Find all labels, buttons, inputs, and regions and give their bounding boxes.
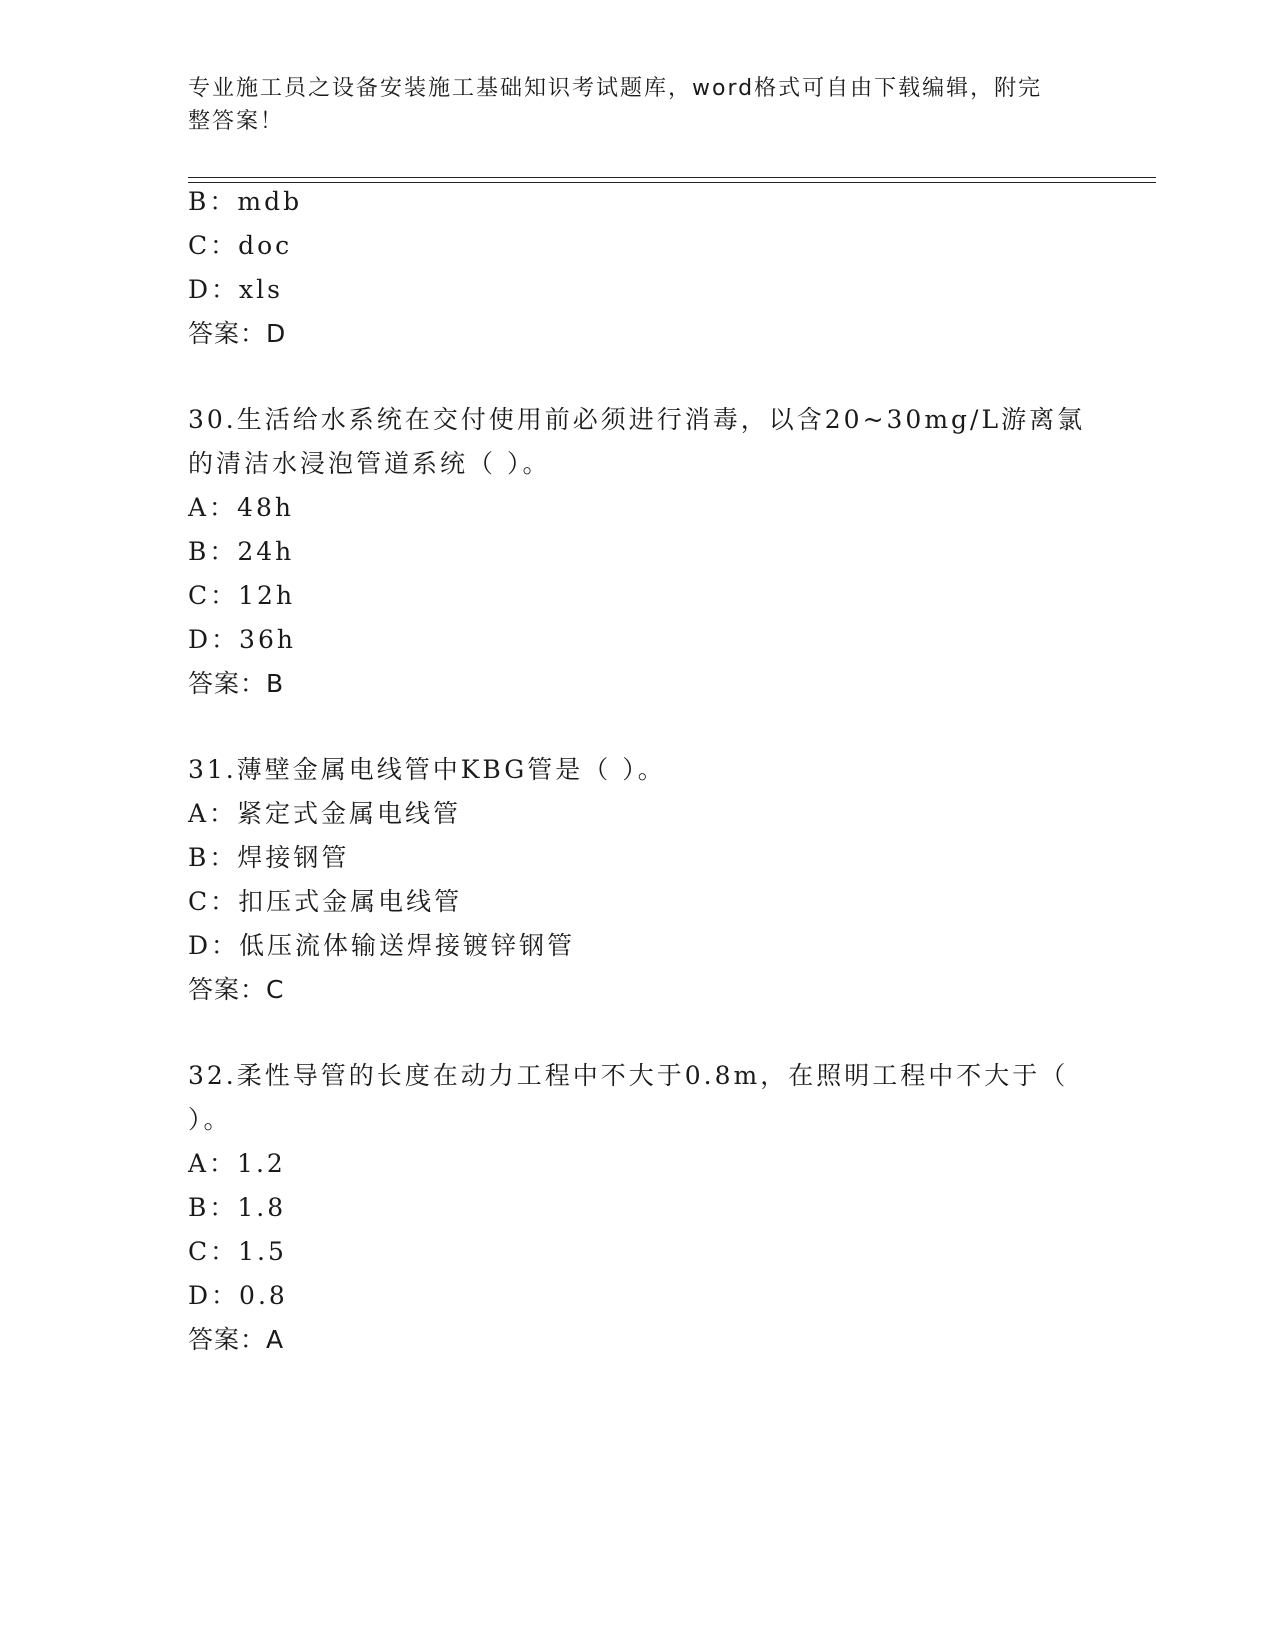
- option-d: D：xls: [188, 275, 283, 304]
- header-rule-bottom: [188, 182, 1156, 183]
- option-b: B：24h: [188, 537, 295, 566]
- header-line: 整答案！: [188, 109, 285, 134]
- option-a: A：48h: [188, 493, 294, 522]
- question-text: ）。: [188, 1105, 232, 1134]
- answer-line: 答案：D: [188, 319, 287, 348]
- option-c: C：12h: [188, 581, 296, 610]
- header-rule-top: [188, 177, 1156, 178]
- option-c: C：扣压式金属电线管: [188, 887, 463, 916]
- answer-line: 答案：B: [188, 669, 285, 698]
- option-c: C：1.5: [188, 1237, 287, 1266]
- question-text: 30.生活给水系统在交付使用前必须进行消毒，以含20~30mg/L游离氯: [188, 405, 1086, 434]
- answer-line: 答案：A: [188, 1325, 285, 1354]
- option-d: D：低压流体输送焊接镀锌钢管: [188, 931, 576, 960]
- header-line: 专业施工员之设备安装施工基础知识考试题库，word格式可自由下载编辑，附完: [188, 76, 1043, 101]
- option-c: C：doc: [188, 231, 293, 260]
- question-text: 32.柔性导管的长度在动力工程中不大于0.8m，在照明工程中不大于（: [188, 1061, 1069, 1090]
- option-d: D：0.8: [188, 1281, 288, 1310]
- document-header: [188, 72, 1068, 138]
- answer-line: 答案：C: [188, 975, 285, 1004]
- option-a: A：1.2: [188, 1149, 286, 1178]
- option-a: A：紧定式金属电线管: [188, 799, 462, 828]
- option-d: D：36h: [188, 625, 296, 654]
- option-b: B：焊接钢管: [188, 843, 350, 872]
- option-b: B：1.8: [188, 1193, 287, 1222]
- option-b: B：mdb: [188, 187, 303, 216]
- question-text: 31.薄壁金属电线管中KBG管是（ ）。: [188, 755, 666, 784]
- question-text: 的清洁水浸泡管道系统（ ）。: [188, 449, 551, 478]
